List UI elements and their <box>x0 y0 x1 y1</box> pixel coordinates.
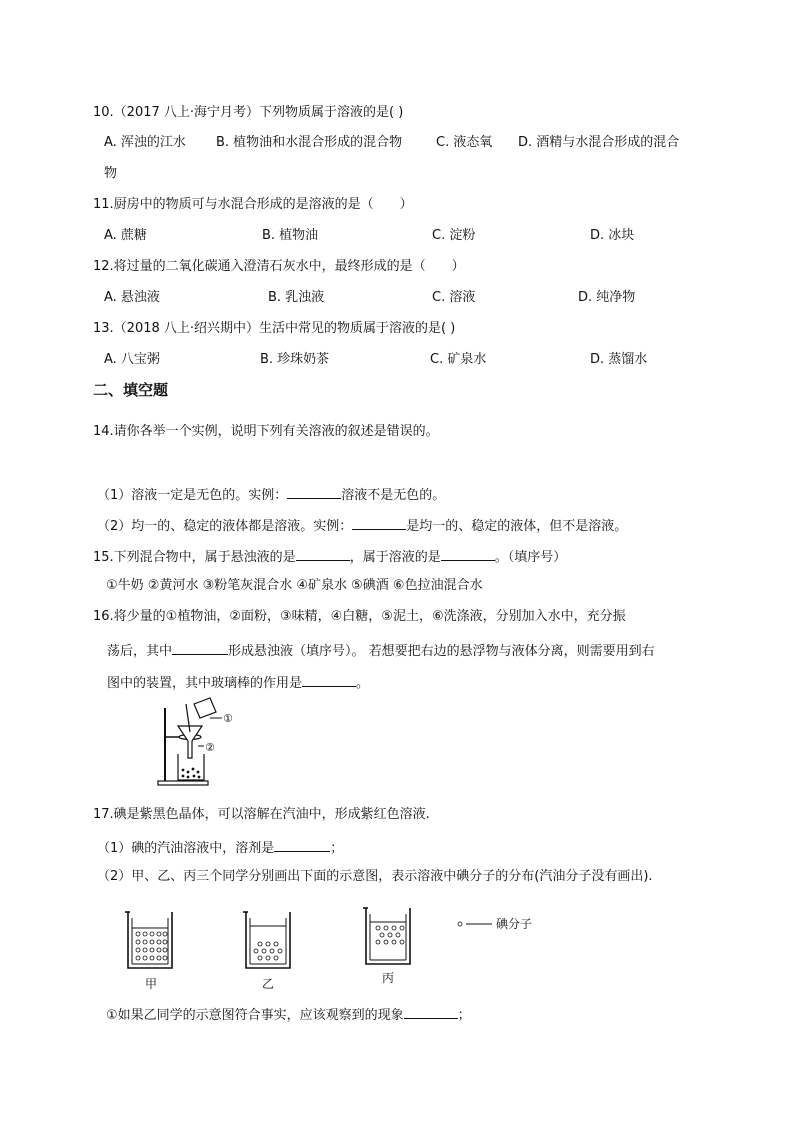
pouring-beaker <box>194 698 216 718</box>
q17-stem: 17.碘是紫黑色晶体，可以溶解在汽油中，形成紫红色溶液. <box>93 807 430 822</box>
beaker-jia <box>125 912 172 968</box>
q11-option-b: B. 植物油 <box>262 228 319 243</box>
q17-sub3-end: ； <box>457 1008 471 1023</box>
q14-sub1-blank[interactable] <box>287 484 341 499</box>
beakers-figure <box>120 900 560 995</box>
q16-line3-b: 。 <box>356 676 370 691</box>
q15-stem-a: 15.下列混合物中，属于悬浊液的是 <box>93 550 296 565</box>
q14-sub1 <box>97 484 445 505</box>
q17-blank-2[interactable] <box>404 1004 458 1019</box>
q15-stem-c: 。（填序号） <box>494 550 567 565</box>
q16-line2 <box>107 640 655 661</box>
q14-sub1-text: （1）溶液一定是无色的。实例： <box>97 488 288 503</box>
q14-sub1-text-after: 溶液不是无色的。 <box>341 488 446 503</box>
legend-label: 碘分子 <box>496 917 533 931</box>
q15-blank-2[interactable] <box>441 546 495 561</box>
q11-option-c: C. 淀粉 <box>432 228 476 243</box>
q12-option-a: A. 悬浊液 <box>104 290 160 305</box>
q15-items: ①牛奶 ②黄河水 ③粉笔灰混合水 ④矿泉水 ⑤碘酒 ⑥色拉油混合水 <box>106 578 483 593</box>
q15-stem <box>93 546 566 567</box>
label-2: ② <box>205 741 215 754</box>
q13-stem: 13.（2018 八上·绍兴期中）生活中常见的物质属于溶液的是( ) <box>93 321 456 336</box>
q17-sub1-end: ； <box>330 841 344 856</box>
q11-option-a: A. 蔗糖 <box>104 228 147 243</box>
q17-sub1 <box>97 837 343 858</box>
label-1: ① <box>223 712 233 725</box>
q12-stem: 12.将过量的二氧化碳通入澄清石灰水中，最终形成的是（ ） <box>93 259 465 274</box>
q14-sub2-blank[interactable] <box>352 515 406 530</box>
q11-stem: 11.厨房中的物质可与水混合形成的是溶液的是（ ） <box>93 197 413 212</box>
q11-option-d: D. 冰块 <box>590 228 635 243</box>
q16-line3-a: 图中的装置，其中玻璃棒的作用是 <box>107 676 303 691</box>
filtrate-dots <box>182 768 201 779</box>
stand-base <box>158 781 208 785</box>
beaker-label-yi: 乙 <box>262 977 275 991</box>
q10-option-c: C. 液态氧 <box>436 135 493 150</box>
q13-option-c: C. 矿泉水 <box>430 352 487 367</box>
q10-stem: 10.（2017 八上·海宁月考）下列物质属于溶液的是( ) <box>93 105 404 120</box>
q14-sub2 <box>97 515 627 536</box>
q14-sub2-text: （2）均一的、稳定的液体都是溶液。实例： <box>97 519 353 534</box>
q14-stem: 14.请你各举一个实例，说明下列有关溶液的叙述是错误的。 <box>93 424 439 439</box>
filtration-apparatus-figure <box>150 696 250 791</box>
q10-option-b: B. 植物油和水混合形成的混合物 <box>216 135 403 150</box>
beaker-label-jia: 甲 <box>145 977 158 991</box>
beaker-label-bing: 丙 <box>382 971 395 985</box>
q16-blank-2[interactable] <box>302 672 356 687</box>
q13-option-a: A. 八宝粥 <box>104 352 160 367</box>
q12-option-b: B. 乳浊液 <box>268 290 325 305</box>
q13-option-b: B. 珍珠奶茶 <box>260 352 330 367</box>
q12-option-c: C. 溶液 <box>432 290 476 305</box>
q16-line3 <box>107 672 369 693</box>
q17-sub3 <box>106 1004 471 1025</box>
section-heading: 二、填空题 <box>93 381 169 399</box>
q16-line2-b: 形成悬浊液（填序号）。 若想要把右边的悬浮物与液体分离，则需要用到右 <box>228 644 655 659</box>
q17-sub3-text: ①如果乙同学的示意图符合事实，应该观察到的现象 <box>106 1008 404 1023</box>
q17-sub2: （2）甲、乙、丙三个同学分别画出下面的示意图，表示溶液中碘分子的分布(汽油分子没有画出). <box>97 869 653 884</box>
q15-stem-b: ，属于溶液的是 <box>349 550 441 565</box>
beaker-bing <box>363 908 410 964</box>
q10-option-d-continuation: 物 <box>104 166 118 181</box>
q10-option-d: D. 酒精与水混合形成的混合 <box>518 135 680 150</box>
legend-iodine-molecule <box>458 916 532 931</box>
q16-blank-1[interactable] <box>172 640 228 655</box>
q13-option-d: D. 蒸馏水 <box>590 352 648 367</box>
q12-option-d: D. 纯净物 <box>578 290 636 305</box>
q14-sub2-text-after: 是均一的、稳定的液体，但不是溶液。 <box>406 519 628 534</box>
q10-option-a: A. 浑浊的江水 <box>104 135 186 150</box>
q17-sub1-text: （1）碘的汽油溶液中，溶剂是 <box>97 841 275 856</box>
q15-blank-1[interactable] <box>296 546 350 561</box>
q17-blank-1[interactable] <box>274 837 330 852</box>
q16-line2-a: 荡后，其中 <box>107 644 173 659</box>
beaker-yi <box>243 912 290 968</box>
q16-line1: 16.将少量的①植物油，②面粉，③味精，④白糖，⑤泥土，⑥洗涤液，分别加入水中，充分振 <box>93 609 626 624</box>
